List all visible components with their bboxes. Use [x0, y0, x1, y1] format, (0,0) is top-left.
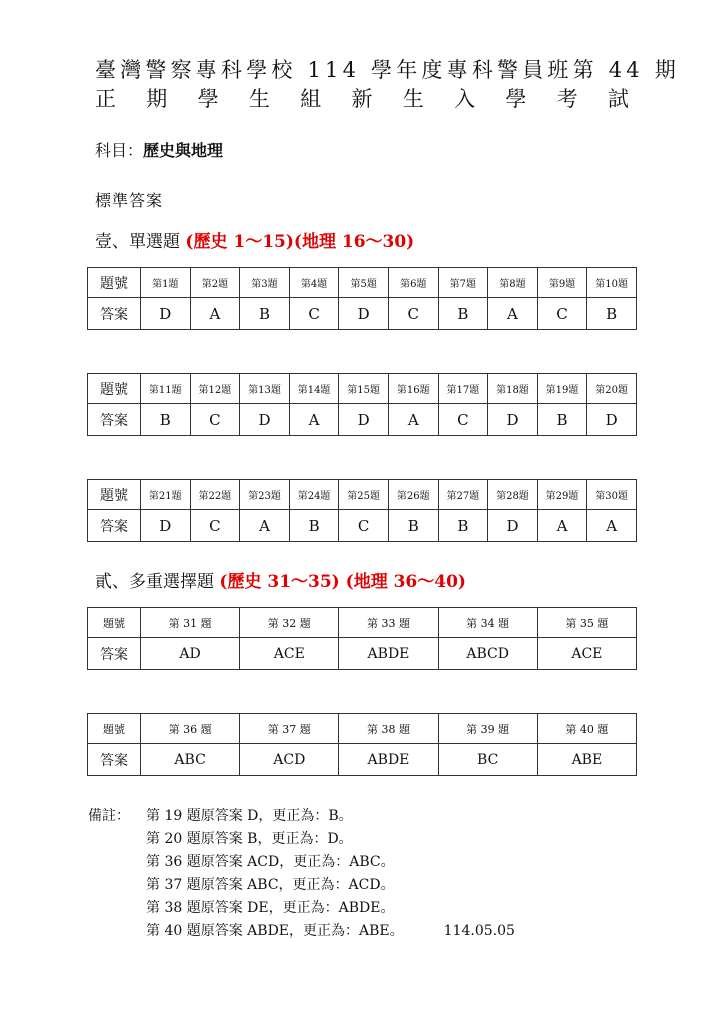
question-cell: 第18題 — [488, 374, 538, 404]
question-cell: 第8題 — [488, 268, 538, 298]
notes-date: 114.05.05 — [443, 923, 515, 939]
question-cell: 第28題 — [488, 480, 538, 510]
title-char: 考 — [556, 87, 578, 111]
answer-row — [88, 510, 637, 542]
answer-cell: B — [240, 298, 290, 330]
answer-cell: C — [388, 298, 438, 330]
question-cell: 第11題 — [141, 374, 191, 404]
notes — [88, 805, 515, 943]
answer-table-1 — [87, 267, 637, 330]
answer-table-2 — [87, 373, 637, 436]
question-cell: 第19題 — [537, 374, 587, 404]
note-item: 第 38 題原答案 DE，更正為：ABDE。 — [146, 900, 395, 916]
question-cell: 第 32 題 — [240, 608, 339, 638]
answer-cell: A — [587, 510, 637, 542]
question-row-label: 題號 — [88, 714, 141, 744]
answer-cell: A — [190, 298, 240, 330]
answer-row-label: 答案 — [88, 404, 141, 436]
answer-cell: D — [339, 298, 389, 330]
notes-label: 備註： — [88, 808, 130, 824]
answer-cell: D — [488, 404, 538, 436]
answer-cell: ABDE — [339, 638, 438, 670]
section-multiple-choice — [95, 567, 466, 592]
question-cell: 第9題 — [537, 268, 587, 298]
question-cell: 第5題 — [339, 268, 389, 298]
question-cell: 第13題 — [240, 374, 290, 404]
answer-cell: ABC — [141, 744, 240, 776]
note-item: 第 37 題原答案 ABC，更正為：ACD。 — [146, 877, 395, 893]
answer-table-3 — [87, 479, 637, 542]
note-item: 第 40 題原答案 ABDE，更正為：ABE。 — [146, 923, 404, 939]
question-cell: 第 39 題 — [438, 714, 537, 744]
title-char: 入 — [454, 87, 476, 111]
subject-value: 歷史與地理 — [143, 141, 224, 160]
answer-cell: B — [438, 510, 488, 542]
subject-label: 科目： — [95, 141, 144, 160]
question-row-label: 題號 — [88, 608, 141, 638]
answer-cell: C — [537, 298, 587, 330]
answer-cell: AD — [141, 638, 240, 670]
question-cell: 第21題 — [141, 480, 191, 510]
title-char: 正 — [95, 87, 116, 111]
answer-cell: C — [438, 404, 488, 436]
answer-cell: ABCD — [438, 638, 537, 670]
answer-cell: BC — [438, 744, 537, 776]
answer-cell: C — [190, 510, 240, 542]
answer-cell: D — [488, 510, 538, 542]
question-cell: 第 33 題 — [339, 608, 438, 638]
section-single-choice-range: (歷史 1～15)(地理 16～30) — [185, 232, 415, 252]
title-char: 試 — [607, 87, 629, 111]
question-cell: 第2題 — [190, 268, 240, 298]
note-item: 第 20 題原答案 B，更正為：D。 — [146, 831, 353, 847]
question-row-label: 題號 — [88, 374, 141, 404]
question-cell: 第15題 — [339, 374, 389, 404]
question-row — [88, 268, 637, 298]
question-cell: 第 40 題 — [537, 714, 636, 744]
question-cell: 第25題 — [339, 480, 389, 510]
question-row-label: 題號 — [88, 268, 141, 298]
answer-row — [88, 638, 637, 670]
answer-cell: D — [240, 404, 290, 436]
section-single-choice — [95, 227, 414, 252]
question-cell: 第26題 — [388, 480, 438, 510]
answer-cell: ACE — [537, 638, 636, 670]
question-cell: 第7題 — [438, 268, 488, 298]
question-cell: 第24題 — [289, 480, 339, 510]
answer-row-label: 答案 — [88, 298, 141, 330]
section-multiple-choice-prefix: 貳、多重選擇題 — [95, 572, 220, 592]
title-char: 新 — [351, 87, 373, 111]
question-cell: 第12題 — [190, 374, 240, 404]
question-cell: 第20題 — [587, 374, 637, 404]
answer-cell: B — [587, 298, 637, 330]
answer-cell: ABDE — [339, 744, 438, 776]
answer-row-label: 答案 — [88, 510, 141, 542]
answer-cell: B — [537, 404, 587, 436]
note-item: 第 36 題原答案 ACD，更正為：ABC。 — [146, 854, 395, 870]
section-multiple-choice-range: (歷史 31～35) (地理 36～40) — [219, 572, 466, 592]
question-cell: 第23題 — [240, 480, 290, 510]
question-cell: 第 35 題 — [537, 608, 636, 638]
question-row — [88, 374, 637, 404]
answer-table-5 — [87, 713, 637, 776]
standard-answer-label: 標準答案 — [95, 191, 164, 210]
question-cell: 第4題 — [289, 268, 339, 298]
answer-cell: A — [289, 404, 339, 436]
question-cell: 第 36 題 — [141, 714, 240, 744]
question-cell: 第3題 — [240, 268, 290, 298]
title-line-2 — [95, 83, 629, 113]
title-char: 生 — [248, 87, 270, 111]
answer-cell: D — [587, 404, 637, 436]
title-line-1: 臺灣警察專科學校 114 學年度專科警員班第 44 期 — [95, 58, 680, 82]
question-row — [88, 480, 637, 510]
answer-cell: B — [388, 510, 438, 542]
answer-cell: B — [289, 510, 339, 542]
question-row — [88, 608, 637, 638]
title-char: 生 — [402, 87, 424, 111]
answer-table-4 — [87, 607, 637, 670]
answer-cell: ACD — [240, 744, 339, 776]
title-char: 期 — [146, 87, 168, 111]
question-cell: 第 31 題 — [141, 608, 240, 638]
question-cell: 第27題 — [438, 480, 488, 510]
answer-cell: D — [141, 510, 191, 542]
title-char: 組 — [300, 87, 322, 111]
answer-row-label: 答案 — [88, 744, 141, 776]
question-cell: 第17題 — [438, 374, 488, 404]
answer-cell: ABE — [537, 744, 636, 776]
section-single-choice-prefix: 壹、單選題 — [95, 232, 186, 252]
answer-row — [88, 298, 637, 330]
title-char: 學 — [197, 87, 219, 111]
answer-cell: A — [537, 510, 587, 542]
question-cell: 第 38 題 — [339, 714, 438, 744]
question-cell: 第16題 — [388, 374, 438, 404]
question-cell: 第1題 — [141, 268, 191, 298]
question-cell: 第 37 題 — [240, 714, 339, 744]
question-row — [88, 714, 637, 744]
question-row-label: 題號 — [88, 480, 141, 510]
answer-row — [88, 404, 637, 436]
answer-cell: D — [141, 298, 191, 330]
answer-cell: A — [240, 510, 290, 542]
question-cell: 第14題 — [289, 374, 339, 404]
question-cell: 第22題 — [190, 480, 240, 510]
question-cell: 第29題 — [537, 480, 587, 510]
answer-cell: C — [190, 404, 240, 436]
answer-cell: B — [438, 298, 488, 330]
question-cell: 第10題 — [587, 268, 637, 298]
title-char: 學 — [505, 87, 527, 111]
question-cell: 第6題 — [388, 268, 438, 298]
answer-cell: B — [141, 404, 191, 436]
answer-cell: C — [289, 298, 339, 330]
question-cell: 第30題 — [587, 480, 637, 510]
answer-cell: ACE — [240, 638, 339, 670]
subject-line — [95, 138, 223, 161]
answer-row-label: 答案 — [88, 638, 141, 670]
answer-cell: A — [488, 298, 538, 330]
question-cell: 第 34 題 — [438, 608, 537, 638]
note-item: 第 19 題原答案 D，更正為：B。 — [146, 808, 353, 824]
answer-cell: C — [339, 510, 389, 542]
answer-cell: D — [339, 404, 389, 436]
answer-row — [88, 744, 637, 776]
answer-cell: A — [388, 404, 438, 436]
